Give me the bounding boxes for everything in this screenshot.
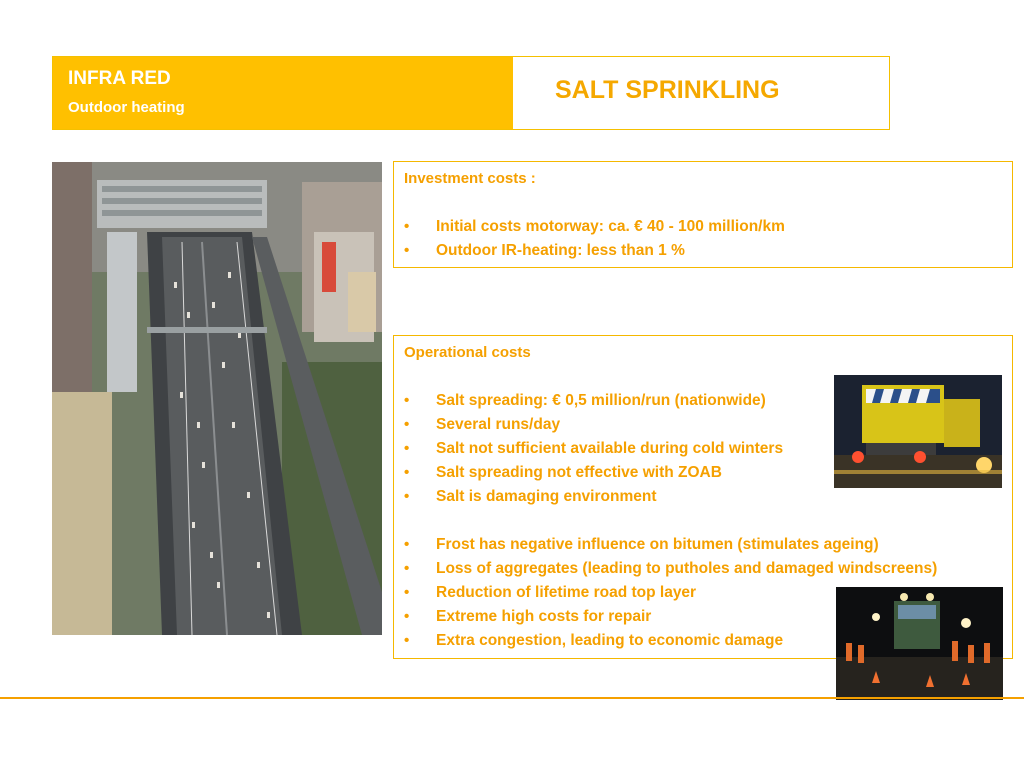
list-item: • Several runs/day [404, 413, 783, 437]
list-item: • Reduction of lifetime road top layer [404, 581, 937, 605]
bullet-icon: • [404, 488, 410, 505]
bullet-icon: • [404, 416, 410, 433]
investment-costs-box [393, 161, 1013, 268]
bullet-icon: • [404, 440, 410, 457]
bullet-icon: • [404, 392, 410, 409]
bullet-icon: • [404, 560, 410, 577]
list-item: • Extra congestion, leading to economic damage [404, 629, 937, 653]
list-item: • Frost has negative influence on bitumen (stimulates ageing) [404, 533, 937, 557]
header-box [52, 56, 890, 130]
motorway-aerial-photo [52, 162, 382, 635]
list-item: • Salt is damaging environment [404, 485, 783, 509]
list-item: • Salt spreading not effective with ZOAB [404, 461, 783, 485]
header-subtitle: Outdoor heating [68, 99, 185, 116]
list-item: • Salt not sufficient available during cold winters [404, 437, 783, 461]
list-item: • Salt spreading: € 0,5 million/run (nationwide) [404, 389, 783, 413]
list-item: • Loss of aggregates (leading to putholes and damaged windscreens) [404, 557, 937, 581]
footer-divider [0, 697, 1024, 699]
bullet-icon: • [404, 218, 410, 235]
operational-costs-title: Operational costs [404, 344, 531, 361]
bullet-icon: • [404, 608, 410, 625]
bullet-icon: • [404, 632, 410, 649]
operational-costs-list-1 [404, 389, 783, 509]
bullet-icon: • [404, 584, 410, 601]
investment-costs-title: Investment costs : [404, 170, 536, 187]
slide-title: SALT SPRINKLING [555, 76, 780, 104]
header-title: INFRA RED [68, 68, 171, 89]
list-item: • Extreme high costs for repair [404, 605, 937, 629]
header-accent-panel [53, 57, 513, 129]
road-repair-photo [836, 587, 1003, 700]
salt-truck-photo [834, 375, 1002, 488]
bullet-icon: • [404, 536, 410, 553]
bullet-icon: • [404, 242, 410, 259]
list-item: • Outdoor IR-heating: less than 1 % [404, 239, 785, 263]
list-item: • Initial costs motorway: ca. € 40 - 100 million/km [404, 215, 785, 239]
bullet-icon: • [404, 464, 410, 481]
investment-costs-list [404, 215, 785, 263]
